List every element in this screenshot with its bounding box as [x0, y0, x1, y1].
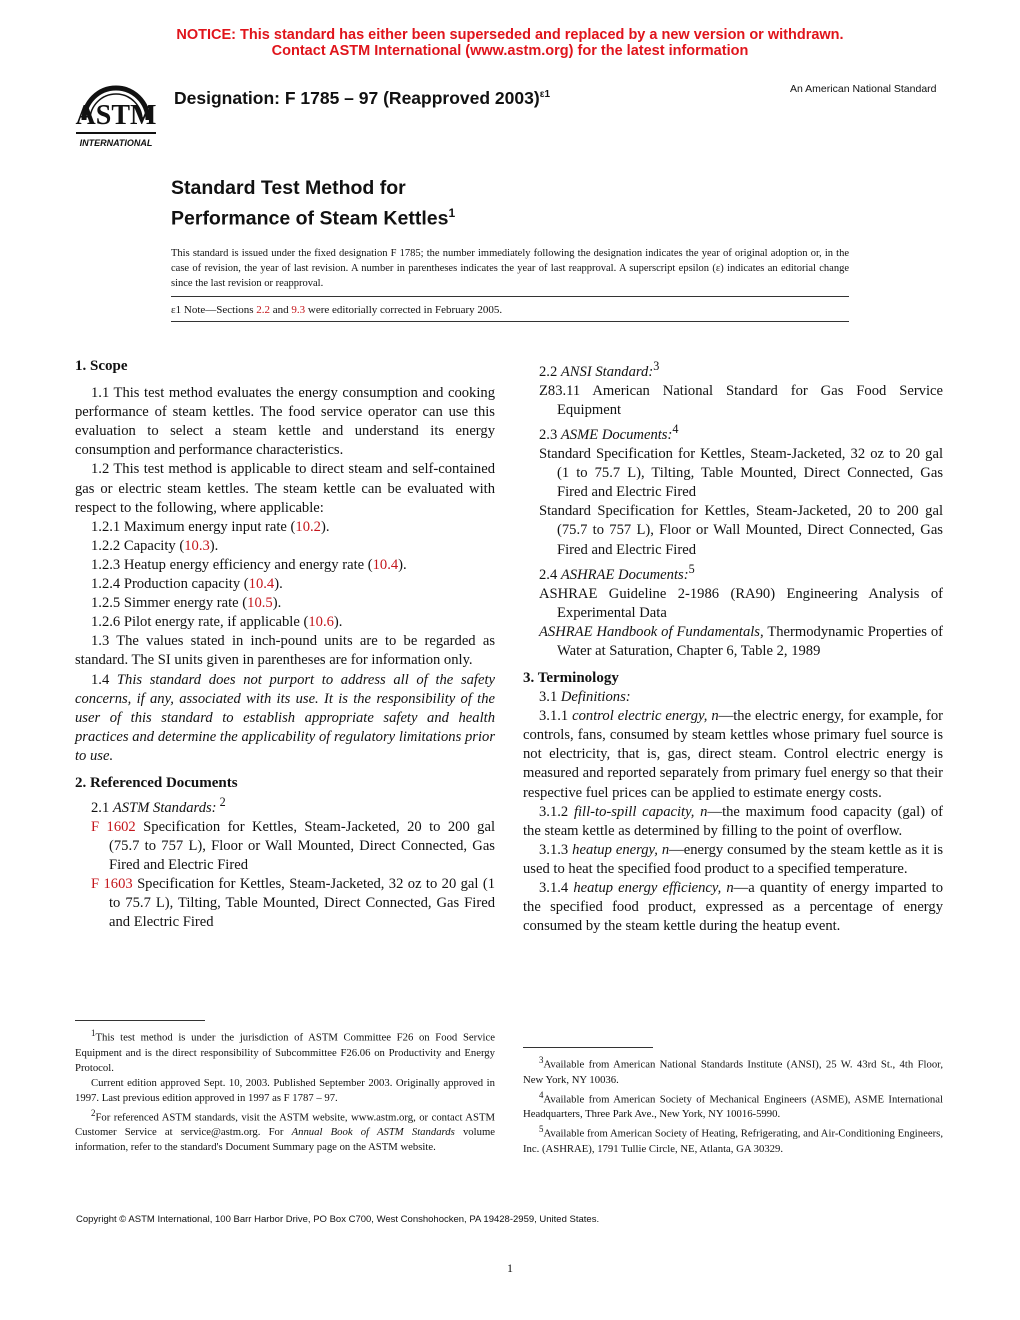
asme-standard-1: Standard Specification for Kettles, Steam-Jacketed, 32 oz to 20 gal (1 to 75.7 L), Tilting, Table Mounted, Direct Connected, Gas Fired and Electric Fired — [539, 446, 943, 501]
link-10-4[interactable]: 10.4 — [372, 556, 399, 573]
item-label: 1.2.6 Pilot energy rate, if applicable ( — [91, 614, 309, 631]
link-10-6[interactable]: 10.6 — [308, 614, 334, 631]
footnote-text: Available from American National Standards Institute (ANSI), 25 W. 43rd St., 4th Floor, New York, NY 10036. — [523, 1058, 943, 1086]
section-terminology-heading: 3. Terminology — [523, 669, 619, 686]
para-num: 2.4 — [539, 566, 561, 583]
para-1-1: 1.1 This test method evaluates the energy consumption and cooking performance of steam kettles. The food service operator can use this evaluation to select a steam kettle and understand its energy consumption and performance characteristics. — [75, 385, 495, 459]
definition-term: heatup energy efficiency, n — [573, 880, 734, 897]
designation-text: Designation: F 1785 – 97 (Reapproved 2003) — [174, 88, 540, 108]
epsilon-note — [171, 304, 502, 316]
footnote-text: For referenced ASTM standards, visit the ASTM website, www.astm.org, or contact ASTM Customer Service at service@astm.org. For — [75, 1111, 495, 1139]
para-1-4 — [75, 671, 495, 766]
footnote-text: volume information, refer to the standard's Document Summary page on the ASTM website. — [75, 1126, 496, 1154]
definition-text: —energy consumed by the steam kettle as it is used to heat the specified food product to a specified temperature. — [523, 841, 943, 877]
footnote-5 — [523, 1122, 943, 1157]
logo-subtext: INTERNATIONAL — [79, 138, 153, 148]
footnote-text: This test method is under the jurisdiction of ASTM Committee F26 on Food Service Equipment and is the direct responsibility of Subcommittee F26.06 on Productivity and Energy Protocol. — [75, 1031, 495, 1074]
para-3-1 — [523, 688, 943, 707]
footnote-italic: Annual Book of ASTM Standards — [291, 1126, 455, 1139]
section-refdocs-heading: 2. Referenced Documents — [75, 774, 238, 791]
logo-text: ASTM — [75, 100, 157, 131]
notice-line-2: Contact ASTM International (www.astm.org) for the latest information — [271, 43, 749, 59]
footnotes-left — [75, 1026, 495, 1155]
astm-standard-f1602 — [75, 818, 495, 875]
item-label: 1.2.2 Capacity ( — [91, 537, 185, 554]
title-sup: 1 — [448, 206, 456, 220]
para-num: 2.1 — [91, 799, 113, 816]
item-end: ). — [274, 576, 283, 593]
footnote-2 — [75, 1106, 495, 1156]
right-column — [523, 357, 943, 936]
footnote-rule-right — [523, 1047, 653, 1048]
link-9-3[interactable]: 9.3 — [291, 304, 306, 316]
ashrae-handbook — [523, 623, 943, 661]
title-line-2 — [171, 201, 455, 232]
footnote-1 — [75, 1026, 495, 1076]
definition-term: control electric energy, n — [572, 708, 719, 725]
para-2-3 — [523, 420, 943, 445]
definition-term: heatup energy, n — [572, 841, 670, 858]
ashrae-handbook-title: ASHRAE Handbook of Fundamentals — [539, 623, 760, 640]
footnote-1-edition: Current edition approved Sept. 10, 2003. Published September 2003. Originally approved in 1997. Last previous edition approved in 1997 as F 1787 – 97. — [75, 1076, 495, 1104]
footnote-ref: 5 — [688, 561, 695, 576]
item-1-2-6 — [75, 613, 495, 632]
definition-3-1-3 — [523, 841, 943, 879]
designation-sup: ε1 — [539, 89, 551, 101]
notice-line-1: NOTICE: This standard has either been superseded and replaced by a new version or withdrawn. — [176, 27, 844, 43]
item-end: ). — [398, 556, 407, 573]
preamble: This standard is issued under the fixed designation F 1785; the number immediately following the designation indicates the year of original adoption or, in the case of revision, the year of last revision. A number in parentheses indicates the year of last reapproval. A superscript epsilon (ε) indicates an editorial change since the last revision or reapproval. — [171, 248, 849, 289]
footnote-marker: 4 — [539, 1089, 544, 1100]
left-column — [75, 357, 495, 933]
footnote-3 — [523, 1053, 943, 1088]
para-2-1-text: ASTM Standards: — [112, 799, 217, 816]
astm-logo — [70, 76, 162, 154]
para-1-3: 1.3 The values stated in inch-pound units are to be regarded as standard. The SI units given in parentheses are for information only. — [75, 633, 495, 669]
footnote-ref: 3 — [653, 359, 660, 373]
ashrae-handbook-text: , Thermodynamic Properties of Water at Saturation, Chapter 6, Table 2, 1989 — [557, 623, 944, 659]
designation — [174, 88, 550, 109]
link-2-2[interactable]: 2.2 — [256, 304, 271, 316]
astm-standard-text: Specification for Kettles, Steam-Jacketed, 20 to 200 gal (75.7 to 757 L), Floor or Wall Mounted, Direct Connected, Gas Fired and Electric Fired — [109, 819, 496, 874]
page-number: 1 — [507, 1261, 513, 1275]
astm-standard-text: Specification for Kettles, Steam-Jacketed, 32 oz to 20 gal (1 to 75.7 L), Tilting, Table Mounted, Direct Connected, Gas Fired and Electric Fired — [109, 876, 495, 931]
ansi-standard: Z83.11 American National Standard for Gas Food Service Equipment — [539, 382, 943, 419]
footnote-marker: 5 — [539, 1124, 544, 1135]
item-end: ). — [320, 518, 330, 535]
epsilon-note-and: and — [270, 304, 292, 316]
link-f1602[interactable]: F 1602 — [91, 819, 136, 836]
para-num: 3.1 — [539, 689, 561, 706]
section-scope-heading: 1. Scope — [75, 358, 128, 374]
link-10-3[interactable]: 10.3 — [184, 537, 210, 554]
document-title — [171, 176, 455, 232]
link-10-2[interactable]: 10.2 — [295, 518, 321, 535]
para-2-2-text: ANSI Standard: — [560, 363, 654, 380]
item-end: ). — [333, 614, 343, 631]
footnote-ref: 2 — [216, 795, 226, 810]
definition-text: —a quantity of energy imparted to the specified food product, expressed as a percentage of energy consumed by the steam kettle during the heatup event. — [523, 880, 943, 935]
item-1-2-4 — [75, 575, 495, 594]
item-end: ). — [272, 595, 282, 612]
item-label: 1.2.5 Simmer energy rate ( — [91, 595, 248, 612]
para-num: 3.1.1 — [539, 708, 573, 725]
divider-bottom — [171, 321, 849, 322]
definition-3-1-4 — [523, 879, 943, 936]
link-10-5[interactable]: 10.5 — [247, 595, 273, 612]
divider-top — [171, 296, 849, 297]
para-num: 3.1.2 — [539, 803, 574, 820]
para-2-3-text: ASME Documents: — [560, 427, 673, 443]
footnote-marker: 3 — [539, 1055, 544, 1065]
national-standard-label: An American National Standard — [790, 83, 937, 95]
footnote-rule-left — [75, 1020, 205, 1021]
epsilon-note-suffix: were editorially corrected in February 2005. — [305, 304, 503, 316]
para-num: 3.1.4 — [539, 880, 574, 897]
asme-standard-2: Standard Specification for Kettles, Steam-Jacketed, 20 to 200 gal (75.7 to 757 L), Floor or Wall Mounted, Direct Connected, Gas Fired and Electric Fired — [539, 503, 943, 558]
title-line-1: Standard Test Method for — [171, 177, 406, 199]
para-1-4-text: This standard does not purport to address all of the safety concerns, if any, associated with its use. It is the responsibility of the user of this standard to establish appropriate safety and health practices and determine the applicability of regulatory limitations prior to use. — [75, 671, 495, 764]
footnote-marker: 1 — [91, 1028, 96, 1038]
para-2-2 — [523, 357, 943, 382]
item-label: 1.2.1 Maximum energy input rate ( — [91, 518, 296, 535]
definition-3-1-2 — [523, 803, 943, 841]
copyright: Copyright © ASTM International, 100 Barr Harbor Drive, PO Box C700, West Conshohocken, PA 19428-2959, United States. — [76, 1214, 600, 1225]
epsilon-note-prefix: ε1 Note—Sections — [171, 304, 257, 316]
para-num: 2.3 — [539, 427, 561, 443]
para-2-4-text: ASHRAE Documents: — [560, 566, 689, 583]
definition-term: fill-to-spill capacity, n — [573, 803, 708, 820]
footnote-4 — [523, 1088, 943, 1123]
footnote-marker: 2 — [91, 1107, 96, 1118]
item-1-2-2 — [75, 537, 495, 556]
para-num: 2.2 — [539, 363, 561, 380]
item-label: 1.2.4 Production capacity ( — [91, 576, 249, 593]
footnotes-right — [523, 1053, 943, 1157]
definition-3-1-1 — [523, 707, 943, 802]
para-3-1-text: Definitions: — [560, 689, 631, 706]
ashrae-guideline: ASHRAE Guideline 2-1986 (RA90) Engineering Analysis of Experimental Data — [539, 585, 943, 621]
item-1-2-5 — [75, 594, 495, 613]
para-num: 3.1.3 — [539, 841, 573, 858]
footnote-ref: 4 — [672, 422, 679, 437]
para-2-1 — [75, 793, 495, 818]
link-10-4[interactable]: 10.4 — [248, 576, 275, 593]
title-line-2-text: Performance of Steam Kettles — [171, 207, 449, 230]
item-1-2-1 — [75, 518, 495, 537]
item-label: 1.2.3 Heatup energy efficiency and energy rate ( — [91, 556, 373, 573]
footnote-text: Available from American Society of Heating, Refrigerating, and Air-Conditioning Engineers, Inc. (ASHRAE), 1791 Tullie Circle, NE, Atlanta, GA 30329. — [523, 1127, 943, 1155]
definition-text: —the electric energy, for example, for controls, fans, consumed by steam kettles whose primary fuel source is not electricity, that is, gas, direct steam. Control electric energy is measured and reported separately from primary fuel energy so that their respective fuel prices can be applied to estimate energy costs. — [523, 708, 943, 801]
item-1-2-3 — [75, 556, 495, 575]
para-2-4 — [523, 560, 943, 585]
footnote-text: Available from American Society of Mechanical Engineers (ASME), ASME International Headquarters, Three Park Ave., New York, NY 10016-5990. — [523, 1093, 943, 1121]
astm-standard-f1603 — [75, 875, 495, 932]
definition-text: —the maximum food capacity (gal) of the steam kettle as determined by filling to the point of overflow. — [523, 803, 943, 839]
para-num: 1.4 — [91, 671, 117, 688]
item-end: ). — [209, 537, 219, 554]
para-1-2: 1.2 This test method is applicable to direct steam and self-contained gas or electric steam kettles. The steam kettle can be evaluated with respect to the following, where applicable: — [75, 461, 495, 516]
link-f1603[interactable]: F 1603 — [91, 876, 133, 893]
